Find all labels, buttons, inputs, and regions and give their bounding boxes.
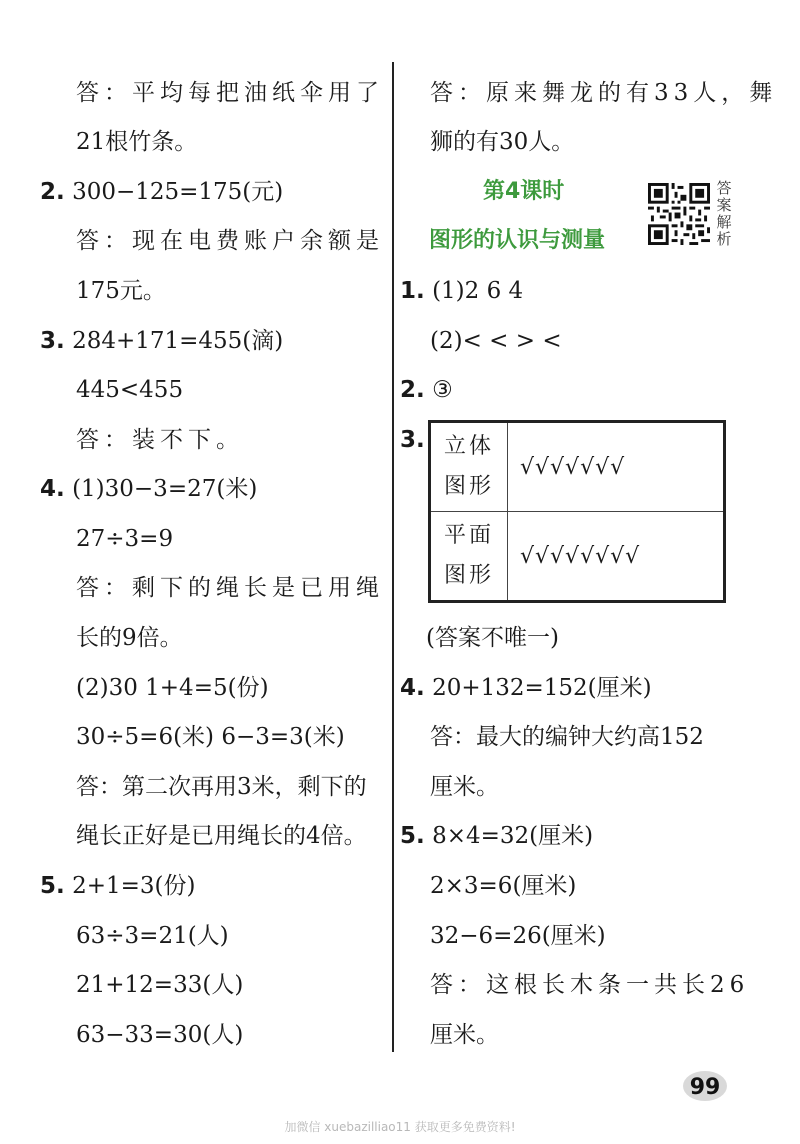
question-number: 5. (40, 873, 65, 899)
equation-line: 63−33=30(人) (76, 1022, 244, 1048)
equation-line: 63÷3=21(人) (76, 923, 229, 949)
lesson-number: 第4课时 (483, 179, 565, 204)
question-number: 2. (400, 377, 425, 403)
question-5 (40, 871, 195, 901)
row-header (430, 422, 508, 512)
row-header-text: 平面 (443, 523, 494, 548)
answer-line: 答：现在电费账户余额是 (76, 228, 384, 254)
question-number: 3. (400, 427, 425, 453)
equation-line: (2)30 1+4=5(份) (76, 675, 269, 701)
answer-line: 答：最大的编钟大约高152 (430, 724, 704, 750)
answer-line: 厘米。 (430, 1022, 499, 1048)
question-1 (400, 276, 523, 306)
comparison-line: 445<455 (76, 377, 184, 403)
answer-values: (1)2 6 4 (432, 278, 524, 304)
question-number: 2. (40, 179, 65, 205)
equation-line: 27÷3=9 (76, 526, 174, 552)
check-marks: √√√√√√√ (508, 422, 725, 512)
answer-line: 答：平均每把油纸伞用了 (76, 80, 384, 106)
answer-values: ③ (432, 377, 453, 403)
answer-line: 175元。 (76, 278, 166, 304)
answer-values: (2)< < > < (430, 328, 562, 354)
qr-code-icon[interactable] (648, 183, 710, 245)
equation: 8×4=32(厘米) (432, 823, 594, 849)
answer-line: 绳长正好是已用绳长的4倍。 (76, 823, 367, 849)
equation-line: 21+12=33(人) (76, 972, 244, 998)
answer-line: 答：剩下的绳长是已用绳 (76, 575, 384, 601)
question-number: 3. (40, 328, 65, 354)
answer-line: 答：原来舞龙的有33人，舞 (430, 80, 778, 106)
equation: 20+132=152(厘米) (432, 675, 652, 701)
equation: 300−125=175(元) (72, 179, 284, 205)
equation: (1)30−3=27(米) (72, 476, 258, 502)
row-header (430, 512, 508, 602)
lesson-title: 图形的认识与测量 (429, 228, 606, 253)
question-4-right (400, 673, 652, 703)
question-4 (40, 474, 257, 504)
answer-line: 答：这根长木条一共长26 (430, 972, 750, 998)
note-line: (答案不唯一) (426, 625, 559, 651)
qr-label-char: 析 (716, 230, 732, 248)
question-number: 1. (400, 278, 425, 304)
answer-line: 厘米。 (430, 774, 499, 800)
question-number: 5. (400, 823, 425, 849)
shapes-table (428, 420, 726, 603)
equation-line: 2×3=6(厘米) (430, 873, 577, 899)
qr-label-char: 解 (716, 213, 732, 231)
question-5-right (400, 821, 593, 851)
table-row (430, 422, 725, 512)
question-number: 4. (400, 675, 425, 701)
table-row (430, 512, 725, 602)
question-number: 4. (40, 476, 65, 502)
row-header-text: 图形 (443, 474, 494, 499)
question-2 (40, 177, 283, 207)
answer-line: 答：装不下。 (76, 427, 244, 453)
equation: 284+171=455(滴) (72, 328, 284, 354)
question-2-right (400, 375, 453, 405)
equation-line: 30÷5=6(米) 6−3=3(米) (76, 724, 345, 750)
qr-label-char: 案 (716, 196, 732, 214)
row-header-text: 立体 (443, 434, 494, 459)
page-number: 99 (689, 1075, 721, 1100)
row-header-text: 图形 (443, 563, 494, 588)
question-3 (40, 326, 283, 356)
qr-label-char: 答 (716, 179, 732, 197)
footer-watermark: 加微信 xuebazilliao11 获取更多免费资料! (284, 1120, 516, 1134)
column-divider (392, 62, 394, 1052)
answer-line: 答：第二次再用3米，剩下的 (76, 774, 367, 800)
answer-line: 长的9倍。 (76, 625, 183, 651)
answer-line: 狮的有30人。 (430, 129, 575, 155)
page-number-badge (680, 1068, 730, 1104)
equation: 2+1=3(份) (72, 873, 196, 899)
equation-line: 32−6=26(厘米) (430, 923, 606, 949)
check-marks: √√√√√√√√ (508, 512, 725, 602)
qr-label (714, 180, 734, 248)
answer-line: 21根竹条。 (76, 129, 198, 155)
